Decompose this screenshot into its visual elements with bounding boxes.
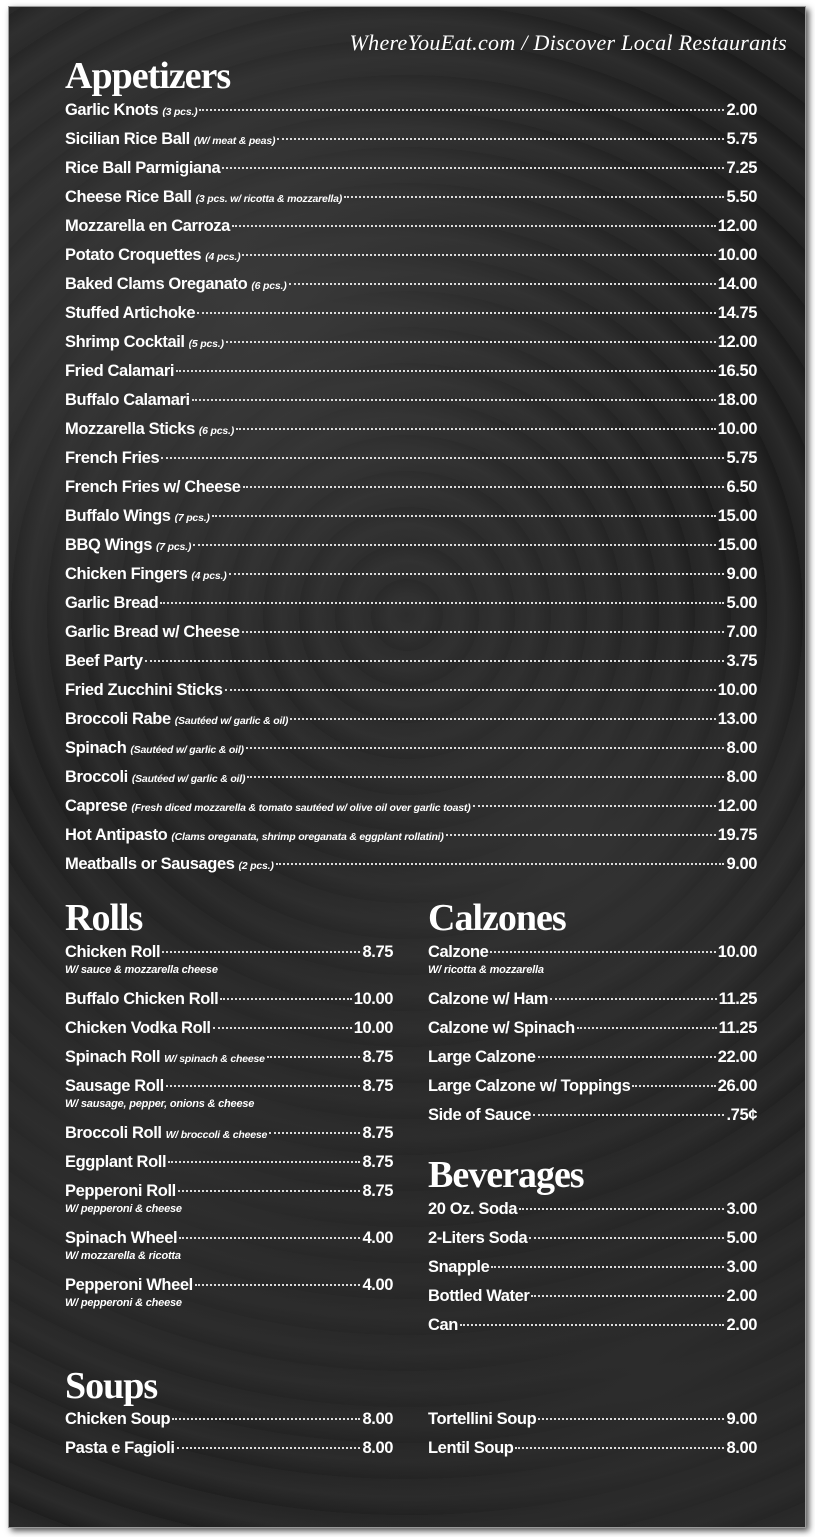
item-name: Broccoli Roll [65,1124,162,1142]
dot-leader [490,951,715,953]
item-price: 12.00 [717,797,757,815]
section-title-calzones: Calzones [428,897,566,939]
menu-item [65,217,757,246]
item-price: 5.00 [726,1229,757,1247]
item-price: 10.00 [717,943,757,961]
dot-leader [632,1085,715,1087]
menu-item [65,101,757,130]
item-price: 3.00 [726,1258,757,1276]
item-name: Hot Antipasto [65,826,168,844]
item-name: Spinach Wheel [65,1229,178,1247]
menu-item [65,420,757,449]
menu-item [65,333,757,362]
item-name: Calzone w/ Spinach [428,1019,575,1037]
menu-item [65,565,757,594]
item-name: Rice Ball Parmigiana [65,159,221,177]
dot-leader [236,428,716,430]
item-price: 3.00 [726,1200,757,1218]
menu-item [65,1276,393,1296]
item-name: Buffalo Calamari [65,391,190,409]
item-price: 2.00 [726,1316,757,1334]
menu-item [428,990,757,1019]
dot-leader [226,341,716,343]
item-price: 3.75 [726,652,757,670]
dot-leader [538,1418,724,1420]
item-price: 8.75 [362,1124,393,1142]
item-price: 8.75 [362,1182,393,1200]
item-name: Calzone w/ Ham [428,990,549,1008]
item-name: Buffalo Wings [65,507,171,525]
item-description: W/ sauce & mozzarella cheese [65,964,218,976]
item-note: W/ spinach & cheese [164,1053,265,1065]
menu-item [65,304,757,333]
item-price: 16.50 [717,362,757,380]
item-price: 4.00 [362,1276,393,1294]
item-price: 8.75 [362,1153,393,1171]
dot-leader [229,573,725,575]
dot-leader [145,660,725,662]
item-name: Pepperoni Roll [65,1182,176,1200]
dot-leader [538,1056,716,1058]
item-name: Sicilian Rice Ball [65,130,190,148]
item-note: (3 pcs. w/ ricotta & mozzarella) [195,193,343,205]
dot-leader [199,109,724,111]
item-price: 11.25 [718,990,757,1008]
item-price: 14.00 [717,275,757,293]
menu-item [65,246,757,275]
item-note: (Clams oreganata, shrimp oreganata & eggplant rollatini) [171,831,444,843]
menu-item [428,1439,757,1468]
item-name: Garlic Knots [65,101,159,119]
dot-leader [193,544,716,546]
menu-item [65,507,757,536]
menu-item [428,1106,757,1135]
menu-item [428,1048,757,1077]
dot-leader [242,631,725,633]
menu-item [65,768,757,797]
item-name: Can [428,1316,458,1334]
dot-leader [276,863,725,865]
dot-leader [179,1237,360,1239]
item-note: (5 pcs.) [188,338,224,350]
item-name: Mozzarella en Carroza [65,217,230,235]
item-note: (Fresh diced mozzarella & tomato sautéed w/ olive oil over garlic toast) [131,802,471,814]
menu-item [428,1200,757,1229]
dot-leader [178,1190,361,1192]
item-name: Broccoli [65,768,128,786]
dot-leader [176,370,716,372]
item-name: Spinach Roll [65,1048,161,1066]
item-price: 8.75 [362,943,393,961]
item-name: Large Calzone [428,1048,536,1066]
item-price: 5.75 [726,130,757,148]
item-name: Pepperoni Wheel [65,1276,193,1294]
item-price: 8.75 [362,1048,393,1066]
menu-item [65,1182,393,1202]
item-name: 20 Oz. Soda [428,1200,518,1218]
menu-item [428,1287,757,1316]
item-name: Cheese Rice Ball [65,188,192,206]
item-price: .75¢ [726,1106,757,1124]
item-name: Caprese [65,797,128,815]
item-note: W/ broccoli & cheese [165,1129,268,1141]
menu-item [65,1019,393,1048]
item-note: (2 pcs.) [238,860,274,872]
dot-leader [290,718,716,720]
menu-item [65,1229,393,1249]
item-name: Sausage Roll [65,1077,164,1095]
item-description: W/ pepperoni & cheese [65,1203,182,1215]
item-name: Eggplant Roll [65,1153,167,1171]
dot-leader [460,1324,725,1326]
menu-item [65,710,757,739]
item-note: (7 pcs.) [156,541,192,553]
menu-item [428,1077,757,1106]
item-description: W/ sausage, pepper, onions & cheese [65,1098,255,1110]
item-note: (W/ meat & peas) [193,135,276,147]
item-price: 5.50 [726,188,757,206]
menu-item [428,943,757,963]
item-price: 13.00 [717,710,757,728]
item-name: Meatballs or Sausages [65,855,235,873]
item-name: Large Calzone w/ Toppings [428,1077,631,1095]
item-note: (4 pcs.) [191,570,227,582]
menu-item [65,130,757,159]
menu-item [428,1019,757,1048]
dot-leader [161,457,724,459]
item-price: 8.75 [362,1077,393,1095]
menu-item [65,826,757,855]
menu-item [65,623,757,652]
dot-leader [177,1447,361,1449]
item-price: 8.00 [362,1439,393,1457]
dot-leader [531,1295,724,1297]
item-note: (6 pcs.) [251,280,287,292]
dot-leader [267,1056,361,1058]
menu-item [428,1316,757,1345]
menu-item [65,1153,393,1182]
dot-leader [243,486,725,488]
menu-item [65,1124,393,1153]
item-price: 26.00 [717,1077,757,1095]
item-price: 22.00 [717,1048,757,1066]
calzones-list [428,943,757,1135]
item-name: Garlic Bread [65,594,159,612]
item-name: Chicken Vodka Roll [65,1019,211,1037]
item-price: 10.00 [717,420,757,438]
item-name: Broccoli Rabe [65,710,171,728]
item-note: (3 pcs.) [162,106,198,118]
section-title-beverages: Beverages [428,1154,584,1196]
item-name: BBQ Wings [65,536,152,554]
dot-leader [473,805,716,807]
menu-item [65,159,757,188]
item-name: Stuffed Artichoke [65,304,196,322]
soups-list-right [428,1410,757,1468]
item-name: Fried Calamari [65,362,175,380]
item-price: 19.75 [717,826,757,844]
item-price: 7.00 [726,623,757,641]
dot-leader [515,1447,724,1449]
item-price: 15.00 [717,536,757,554]
item-price: 4.00 [362,1229,393,1247]
dot-leader [232,225,716,227]
menu-item [65,1048,393,1077]
menu-item [65,990,393,1019]
dot-leader [213,1027,352,1029]
dot-leader [172,1418,360,1420]
appetizers-list [65,101,757,884]
item-price: 10.00 [717,246,757,264]
dot-leader [222,167,724,169]
menu-item [65,1439,393,1468]
item-price: 10.00 [717,681,757,699]
item-name: Baked Clams Oreganato [65,275,248,293]
menu-item [65,536,757,565]
item-description: W/ mozzarella & ricotta [65,1250,181,1262]
menu-item [65,594,757,623]
dot-leader [533,1114,724,1116]
item-note: (6 pcs.) [198,425,235,437]
menu-item [65,943,393,963]
item-price: 8.00 [726,739,757,757]
dot-leader [242,254,715,256]
menu-item [428,1258,757,1287]
item-price: 5.75 [726,449,757,467]
menu-item [65,681,757,710]
dot-leader [269,1132,360,1134]
dot-leader [160,602,724,604]
dot-leader [344,196,724,198]
dot-leader [446,834,716,836]
menu-item [65,1410,393,1439]
item-price: 14.75 [717,304,757,322]
item-price: 2.00 [726,1287,757,1305]
dot-leader [225,689,716,691]
menu-item [65,391,757,420]
item-name: Snapple [428,1258,490,1276]
item-price: 9.00 [726,1410,757,1428]
item-name: Mozzarella Sticks [65,420,195,438]
menu-item [65,188,757,217]
item-name: Chicken Soup [65,1410,171,1428]
item-name: French Fries w/ Cheese [65,478,241,496]
dot-leader [192,399,716,401]
dot-leader [246,747,725,749]
item-price: 10.00 [353,1019,393,1037]
dot-leader [519,1208,724,1210]
item-name: Side of Sauce [428,1106,532,1124]
item-price: 18.00 [717,391,757,409]
dot-leader [550,998,717,1000]
menu-item [65,652,757,681]
section-title-rolls: Rolls [65,897,143,939]
section-title-soups: Soups [65,1365,158,1407]
dot-leader [577,1027,717,1029]
item-name: French Fries [65,449,160,467]
section-title-appetizers: Appetizers [65,55,231,97]
dot-leader [529,1237,724,1239]
item-name: Beef Party [65,652,143,670]
item-name: Buffalo Chicken Roll [65,990,219,1008]
dot-leader [247,776,724,778]
item-price: 2.00 [726,101,757,119]
item-name: Spinach [65,739,127,757]
dot-leader [197,312,716,314]
item-note: (Sautéed w/ garlic & oil) [131,773,246,785]
item-note: (7 pcs.) [174,512,210,524]
item-price: 7.25 [726,159,757,177]
rolls-list [65,943,393,1323]
item-price: 12.00 [717,217,757,235]
menu-item [65,739,757,768]
item-name: Potato Croquettes [65,246,202,264]
beverages-list [428,1200,757,1345]
item-name: Bottled Water [428,1287,530,1305]
item-description: W/ ricotta & mozzarella [428,964,544,976]
item-price: 8.00 [726,1439,757,1457]
dot-leader [195,1284,361,1286]
item-name: Fried Zucchini Sticks [65,681,223,699]
item-note: (Sautéed w/ garlic & oil) [174,715,289,727]
menu-item [428,1410,757,1439]
item-name: Pasta e Fagioli [65,1439,175,1457]
menu-item [65,1077,393,1097]
soups-list-left [65,1410,393,1468]
menu-item [65,478,757,507]
item-note: (4 pcs.) [205,251,241,263]
item-description: W/ pepperoni & cheese [65,1297,182,1309]
item-price: 10.00 [353,990,393,1008]
dot-leader [212,515,716,517]
menu-item [65,362,757,391]
dot-leader [289,283,716,285]
item-name: 2-Liters Soda [428,1229,528,1247]
item-name: Calzone [428,943,489,961]
item-price: 5.00 [726,594,757,612]
item-name: Garlic Bread w/ Cheese [65,623,240,641]
dot-leader [168,1161,360,1163]
item-name: Lentil Soup [428,1439,514,1457]
dot-leader [277,138,724,140]
menu-item [65,275,757,304]
menu-item [65,855,757,884]
item-price: 8.00 [362,1410,393,1428]
dot-leader [491,1266,724,1268]
menu-item [428,1229,757,1258]
dot-leader [220,998,351,1000]
item-note: (Sautéed w/ garlic & oil) [130,744,244,756]
item-name: Chicken Fingers [65,565,188,583]
item-name: Chicken Roll [65,943,161,961]
item-price: 9.00 [726,855,757,873]
item-name: Tortellini Soup [428,1410,537,1428]
dot-leader [162,951,360,953]
dot-leader [166,1085,361,1087]
item-name: Shrimp Cocktail [65,333,185,351]
item-price: 12.00 [717,333,757,351]
site-header: WhereYouEat.com / Discover Local Restaurants [349,30,787,55]
menu-item [65,449,757,478]
item-price: 6.50 [726,478,757,496]
item-price: 8.00 [726,768,757,786]
item-price: 9.00 [726,565,757,583]
menu-item [65,797,757,826]
item-price: 11.25 [718,1019,757,1037]
item-price: 15.00 [717,507,757,525]
